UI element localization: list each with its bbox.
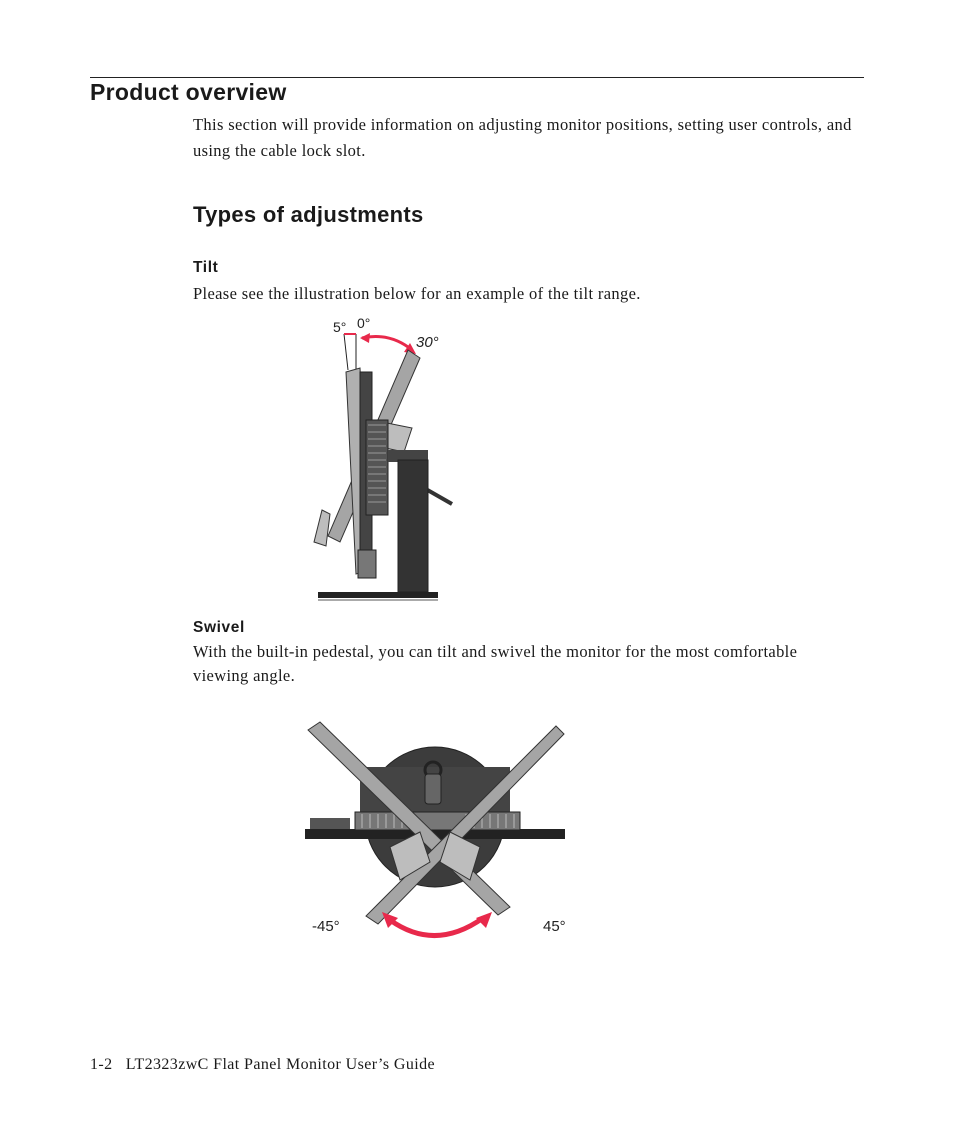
cable-lock-body	[425, 774, 441, 804]
monitor-top-view-left	[310, 818, 350, 829]
section-intro: This section will provide information on adjusting monitor positions, setting user controls, and using the cable lock slot.	[193, 115, 852, 160]
header-rule	[90, 77, 864, 78]
tilt-angle-zero-label: 0°	[357, 315, 371, 331]
stand-base	[318, 592, 438, 598]
footer-guide-title: LT2323zwC Flat Panel Monitor User’s Guide	[125, 1056, 436, 1073]
swivel-angle-right-label: 45°	[543, 918, 566, 935]
swivel-range-arrow	[390, 918, 483, 936]
tilt-reference-line-back	[344, 334, 348, 370]
swivel-text: With the built-in pedestal, you can tilt and swivel the monitor for the most comfortable viewing angle.	[193, 642, 798, 685]
stand-column	[398, 460, 428, 592]
page-footer	[90, 1056, 435, 1074]
tilt-heading: Tilt	[193, 259, 219, 276]
tilt-angle-forward-label: 30°	[416, 334, 439, 351]
tilt-text: Please see the illustration below for an example of the tilt range.	[193, 284, 641, 303]
section-title: Product overview	[90, 79, 287, 105]
swivel-angle-left-label: -45°	[312, 918, 340, 935]
tilted-monitor-bezel	[314, 510, 330, 546]
tilt-range-arrow	[362, 337, 412, 351]
adjustments-title: Types of adjustments	[193, 202, 424, 227]
tilt-angle-back-label: 5°	[333, 319, 347, 335]
monitor-top-view-vent	[355, 812, 520, 830]
footer-page-number: 1-2	[90, 1056, 113, 1073]
swivel-heading: Swivel	[193, 619, 245, 636]
tilt-illustration	[300, 310, 470, 610]
swivel-illustration	[300, 712, 575, 952]
stand-ports	[358, 550, 376, 578]
swivel-arrow-head-right	[476, 912, 492, 928]
tilt-arrow-head-left	[360, 333, 370, 343]
